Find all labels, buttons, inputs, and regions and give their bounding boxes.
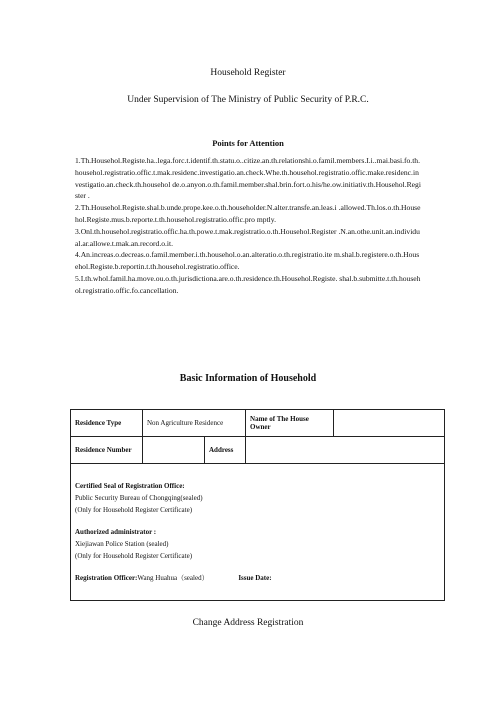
table-row	[71, 410, 445, 437]
points-list	[75, 155, 421, 297]
admin-value: Xiejiawan Police Station (sealed)	[75, 540, 169, 548]
officer-label: Registration Officer:	[75, 574, 138, 582]
point-item: 1.Th.Househol.Registe.ha..lega.forc.t.identif.th.statu.o..citize.an.th.relationshi.o.famil.members.I.i..mai.basi.fo.th.househol.registratio.offic.t.mak.residenc.investigatio.an.check.Whe.th.househol.registratio.offic.make.residenc.investigatio.an.check.th.househol de.o.anyon.o.th.famil.member.shal.brin.fort.o.his/he.ow.initiativ.th.Househol.Register .	[75, 156, 421, 201]
seal-cell	[71, 464, 445, 601]
point-item: 5.I.th.whol.famil.ha.move.ou.o.th.jurisdictiona.are.o.th.residence.th.Househol.Registe. shal.b.submitte.t.th.househol.registratio.offic.fo.cancellation.	[75, 273, 421, 295]
issue-date-label: Issue Date:	[238, 574, 272, 582]
document-subtitle: Under Supervision of The Ministry of Public Security of P.R.C.	[127, 95, 369, 105]
change-address-heading: Change Address Registration	[192, 618, 304, 628]
officer-line	[75, 572, 440, 584]
residence-number-label: Residence Number	[71, 437, 143, 464]
residence-number-value	[143, 437, 205, 464]
document-title: Household Register	[210, 68, 286, 78]
seal-note: (Only for Household Register Certificate)	[75, 506, 193, 514]
address-value	[246, 437, 445, 464]
seal-title: Certified Seal of Registration Office:	[75, 482, 185, 490]
owner-label: Name of The House Owner	[246, 410, 334, 437]
point-item: 2.Th.Househol.Registe.shal.b.unde.prope.kee.o.th.householder.N.alter.transfe.an.leas.i .allowed.Th.los.o.th.Househol.Registe.mus.b.reporte.t.th.househol.registratio.offic.pro mptly.	[75, 203, 421, 224]
owner-value	[334, 410, 445, 437]
seal-value: Public Security Bureau of Chongqing(sealed)	[75, 494, 203, 502]
point-item: 3.Onl.th.househol.registratio.offic.ha.th.powe.t.mak.registratio.o.th.Househol.Register .N.an.othe.unit.an.individual.ar.allowe.t.mak.an.record.o.it.	[75, 226, 420, 248]
residence-type-value: Non Agriculture Residence	[143, 410, 246, 437]
basic-info-heading: Basic Information of Household	[179, 373, 317, 384]
table-row	[71, 437, 445, 464]
household-table	[70, 409, 445, 601]
admin-title: Authorized administrator :	[75, 528, 157, 536]
table-row	[71, 464, 445, 601]
address-label: Address	[205, 437, 246, 464]
residence-type-label: Residence Type	[71, 410, 143, 437]
point-item: 4.An.increas.o.decreas.o.famil.member.i.th.househol.o.an.alteratio.o.th.registratio.ite m.shal.b.registere.o.th.Househol.Registe.b.reportin.t.th.househol.registratio.office.	[75, 250, 420, 272]
admin-note: (Only for Household Register Certificate)	[75, 552, 193, 560]
officer-value: Wang Huahua（sealed）	[137, 574, 209, 582]
points-heading: Points for Attention	[212, 138, 284, 148]
